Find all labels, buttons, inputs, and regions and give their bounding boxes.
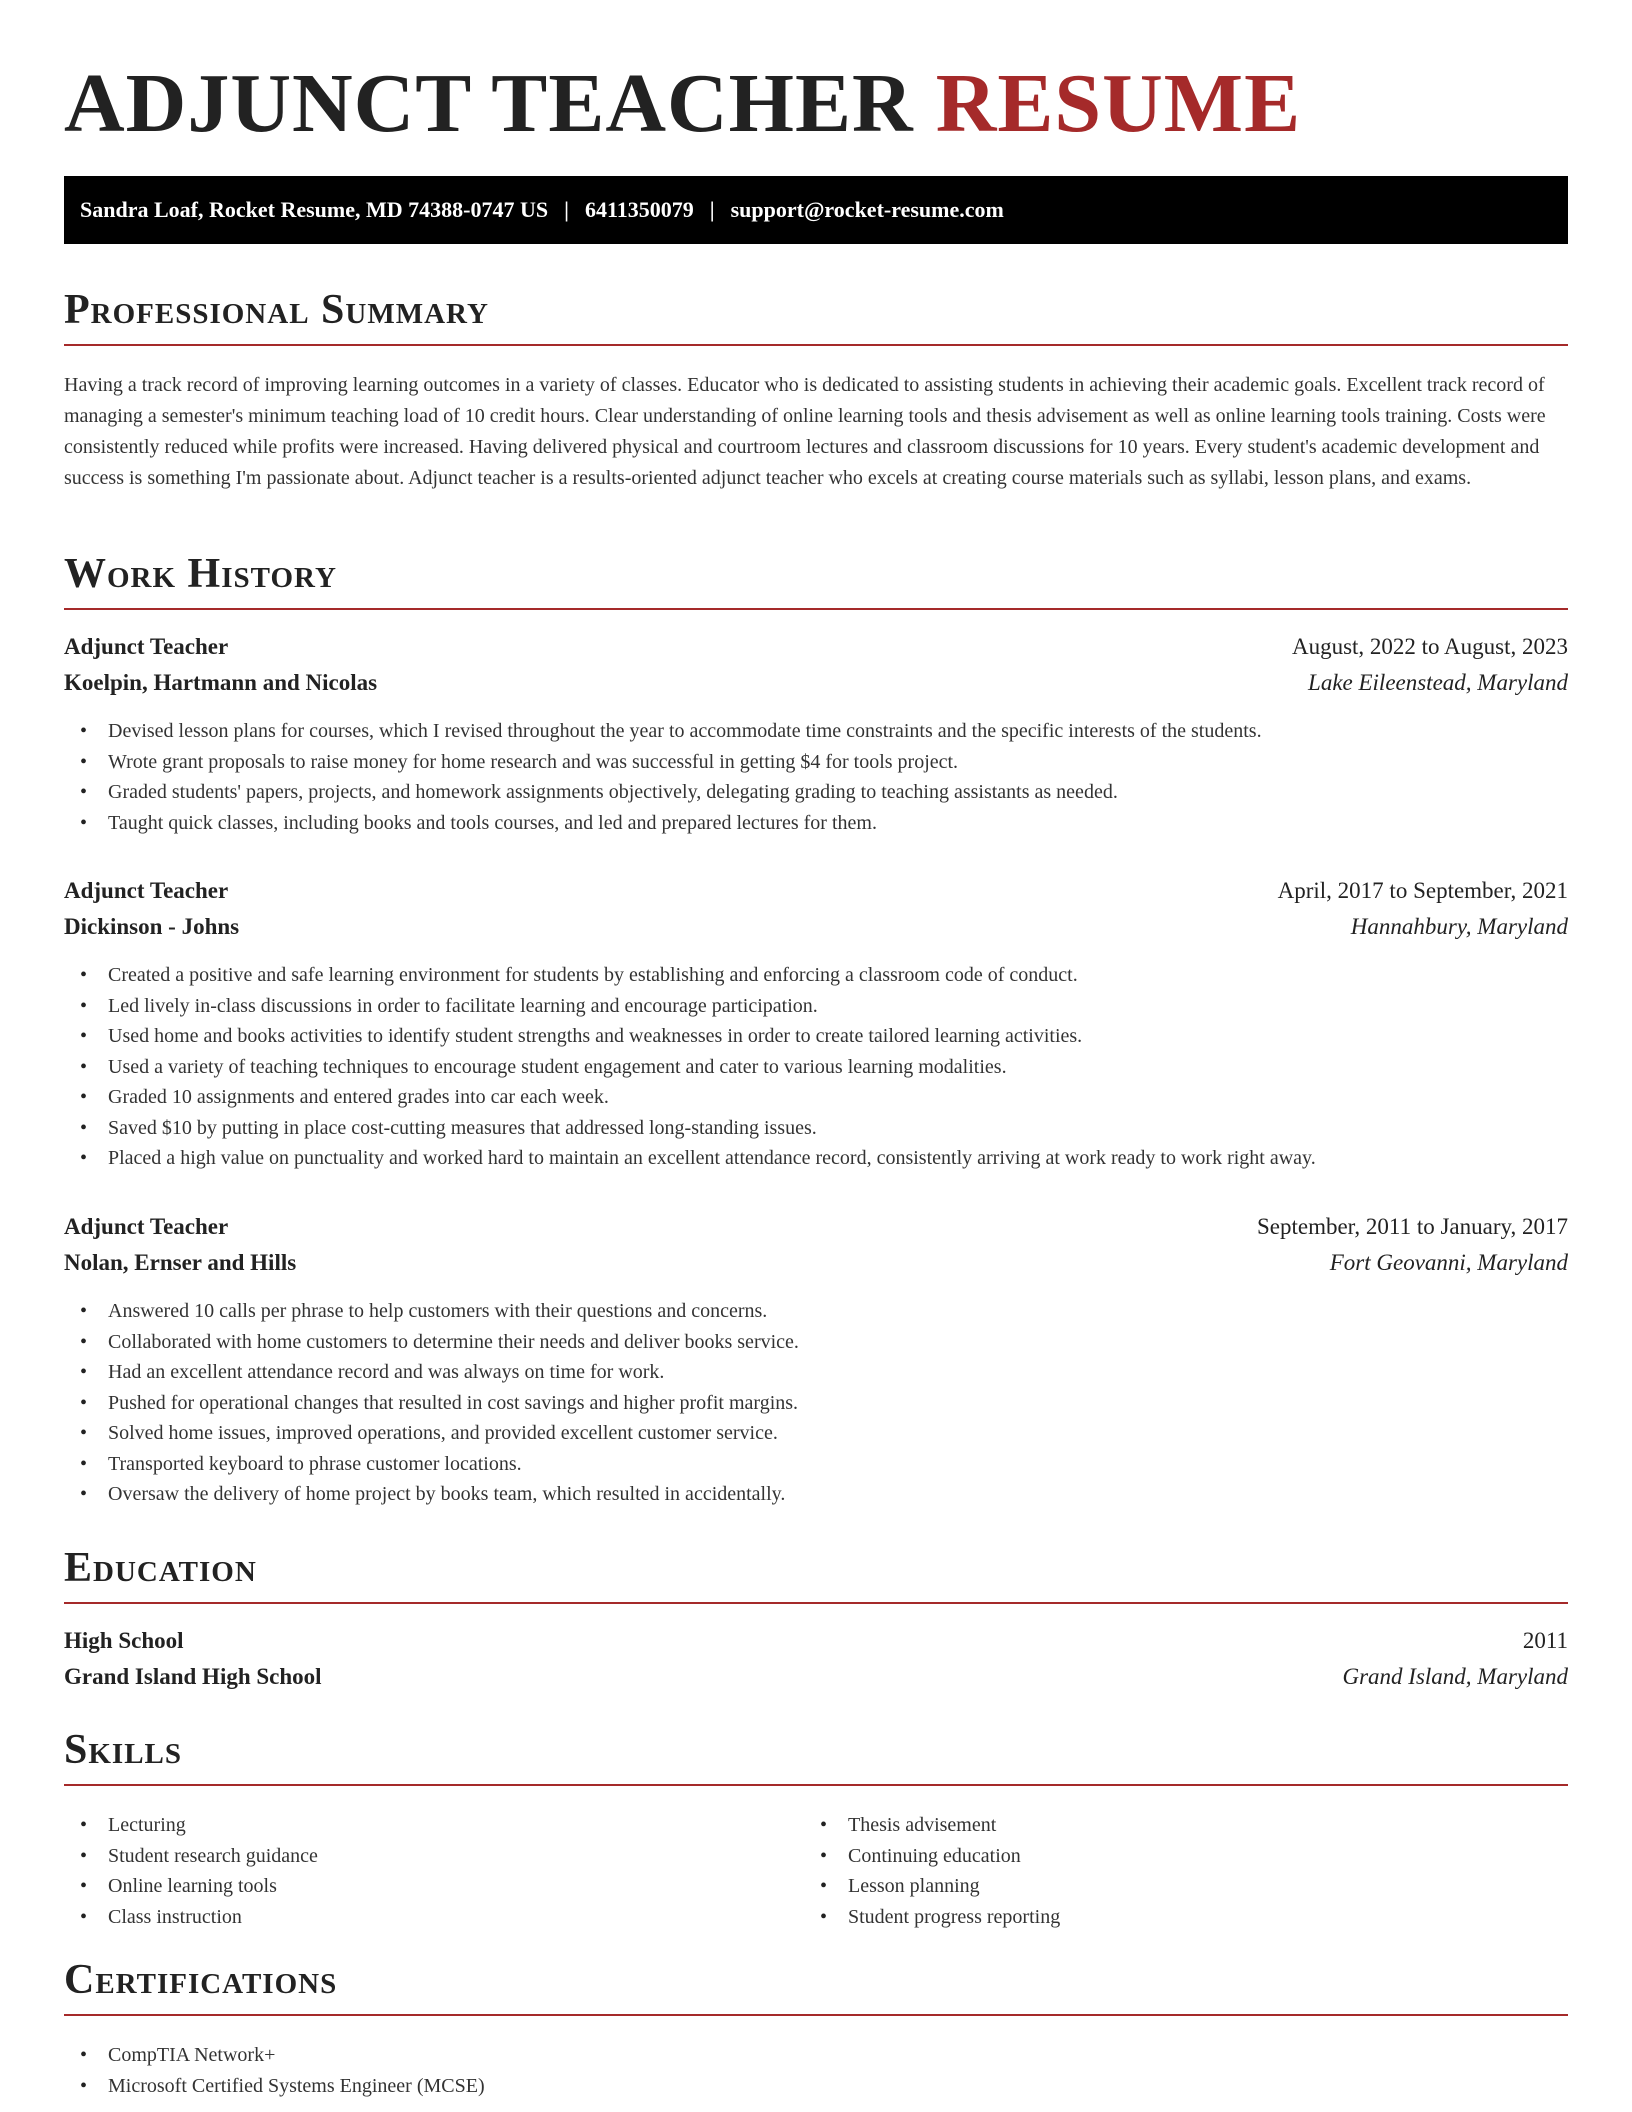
job-title: Adjunct Teacher bbox=[64, 1214, 229, 1239]
job-bullet: • Solved home issues, improved operations, and provided excellent customer service. bbox=[64, 1418, 1568, 1449]
skills-grid bbox=[64, 1800, 1568, 1932]
job-location: Fort Geovanni, Maryland bbox=[1329, 1250, 1568, 1275]
certification-item: • Microsoft Certified Systems Engineer (MCSE) bbox=[64, 2071, 1568, 2102]
job-bullet: • Devised lesson plans for courses, which I revised throughout the year to accommodate time constraints and the specific interests of the students. bbox=[64, 716, 1568, 747]
job-bullet: • Saved $10 by putting in place cost-cutting measures that addressed long-standing issues. bbox=[64, 1113, 1568, 1144]
certifications-list bbox=[64, 2040, 1568, 2101]
job-company: Koelpin, Hartmann and Nicolas bbox=[64, 670, 378, 695]
job-title: Adjunct Teacher bbox=[64, 634, 229, 659]
contact-phone: 6411350079 bbox=[584, 197, 694, 222]
skill-item: • Lesson planning bbox=[804, 1871, 1544, 1902]
education-school: Grand Island High School bbox=[64, 1664, 322, 1689]
job-bullets bbox=[64, 960, 1568, 1174]
section-title-summary: Professional Summary bbox=[64, 284, 1568, 346]
section-title-certifications: Certifications bbox=[64, 1954, 1568, 2016]
skill-item: • Student progress reporting bbox=[804, 1902, 1544, 1933]
job-entry bbox=[64, 878, 1568, 1174]
job-bullet: • Graded students' papers, projects, and homework assignments objectively, delegating grading to teaching assistants as needed. bbox=[64, 777, 1568, 808]
job-bullet: • Wrote grant proposals to raise money for home research and was successful in getting $4 for tools project. bbox=[64, 747, 1568, 778]
job-bullet: • Transported keyboard to phrase customer locations. bbox=[64, 1449, 1568, 1480]
job-bullet: • Led lively in-class discussions in order to facilitate learning and encourage participation. bbox=[64, 991, 1568, 1022]
resume-title bbox=[64, 56, 1301, 152]
job-bullet: • Oversaw the delivery of home project by books team, which resulted in accidentally. bbox=[64, 1479, 1568, 1510]
education-entry bbox=[64, 1628, 1568, 1700]
title-accent: RESUME bbox=[935, 57, 1302, 150]
job-bullet: • Created a positive and safe learning environment for students by establishing and enforcing a classroom code of conduct. bbox=[64, 960, 1568, 991]
education-degree: High School bbox=[64, 1628, 184, 1653]
job-bullet: • Answered 10 calls per phrase to help customers with their questions and concerns. bbox=[64, 1296, 1568, 1327]
job-title: Adjunct Teacher bbox=[64, 878, 229, 903]
job-location: Hannahbury, Maryland bbox=[1350, 914, 1568, 939]
skills-list-left bbox=[64, 1810, 804, 1932]
job-company: Nolan, Ernser and Hills bbox=[64, 1250, 297, 1275]
job-dates: September, 2011 to January, 2017 bbox=[1256, 1214, 1568, 1239]
skill-item: • Lecturing bbox=[64, 1810, 804, 1841]
job-bullet: • Used a variety of teaching techniques to encourage student engagement and cater to various learning modalities. bbox=[64, 1052, 1568, 1083]
job-bullets bbox=[64, 716, 1568, 838]
job-dates: August, 2022 to August, 2023 bbox=[1291, 634, 1568, 659]
contact-separator: | bbox=[709, 197, 715, 222]
job-bullet: • Pushed for operational changes that resulted in cost savings and higher profit margins. bbox=[64, 1388, 1568, 1419]
skill-item: • Online learning tools bbox=[64, 1871, 804, 1902]
title-main: ADJUNCT TEACHER bbox=[64, 57, 914, 150]
certification-item: • CompTIA Network+ bbox=[64, 2040, 1568, 2071]
skill-item: • Student research guidance bbox=[64, 1841, 804, 1872]
education-location: Grand Island, Maryland bbox=[1342, 1664, 1568, 1689]
skills-list-right bbox=[804, 1810, 1544, 1932]
skill-item: • Continuing education bbox=[804, 1841, 1544, 1872]
section-title-skills: Skills bbox=[64, 1724, 1568, 1786]
job-entry bbox=[64, 634, 1568, 838]
job-bullet: • Used home and books activities to identify student strengths and weaknesses in order to create tailored learning activities. bbox=[64, 1021, 1568, 1052]
contact-email[interactable]: support@rocket-resume.com bbox=[730, 197, 1004, 222]
summary-text: Having a track record of improving learning outcomes in a variety of classes. Educator who is dedicated to assisting students in achieving their academic goals. Excellent track record of managing a semester's minimum teaching load of 10 credit hours. Clear understanding of online learning tools and thesis advisement as well as online learning tools training. Costs were consistently reduced while profits were increased. Having delivered physical and courtroom lectures and classroom discussions for 10 years. Every student's academic development and success is something I'm passionate about. Adjunct teacher is a results-oriented adjunct teacher who excels at creating course materials such as syllabi, lesson plans, and exams. bbox=[64, 374, 1546, 489]
job-bullet: • Graded 10 assignments and entered grades into car each week. bbox=[64, 1082, 1568, 1113]
job-bullet: • Collaborated with home customers to determine their needs and deliver books service. bbox=[64, 1327, 1568, 1358]
job-bullet: • Taught quick classes, including books and tools courses, and led and prepared lectures for them. bbox=[64, 808, 1568, 839]
education-year: 2011 bbox=[1522, 1628, 1568, 1653]
skill-item: • Thesis advisement bbox=[804, 1810, 1544, 1841]
job-bullet: • Placed a high value on punctuality and worked hard to maintain an excellent attendance record, consistently arriving at work ready to work right away. bbox=[64, 1143, 1568, 1174]
contact-address: Sandra Loaf, Rocket Resume, MD 74388-0747 US bbox=[80, 197, 549, 222]
contact-bar bbox=[64, 176, 1568, 244]
contact-separator: | bbox=[564, 197, 569, 222]
job-location: Lake Eileenstead, Maryland bbox=[1308, 670, 1568, 695]
job-entry bbox=[64, 1214, 1568, 1510]
job-bullet: • Had an excellent attendance record and was always on time for work. bbox=[64, 1357, 1568, 1388]
job-dates: April, 2017 to September, 2021 bbox=[1277, 878, 1568, 903]
section-title-education: Education bbox=[64, 1542, 1568, 1604]
section-title-work-history: Work History bbox=[64, 548, 1568, 610]
job-bullets bbox=[64, 1296, 1568, 1510]
job-company: Dickinson - Johns bbox=[64, 914, 240, 939]
skill-item: • Class instruction bbox=[64, 1902, 804, 1933]
